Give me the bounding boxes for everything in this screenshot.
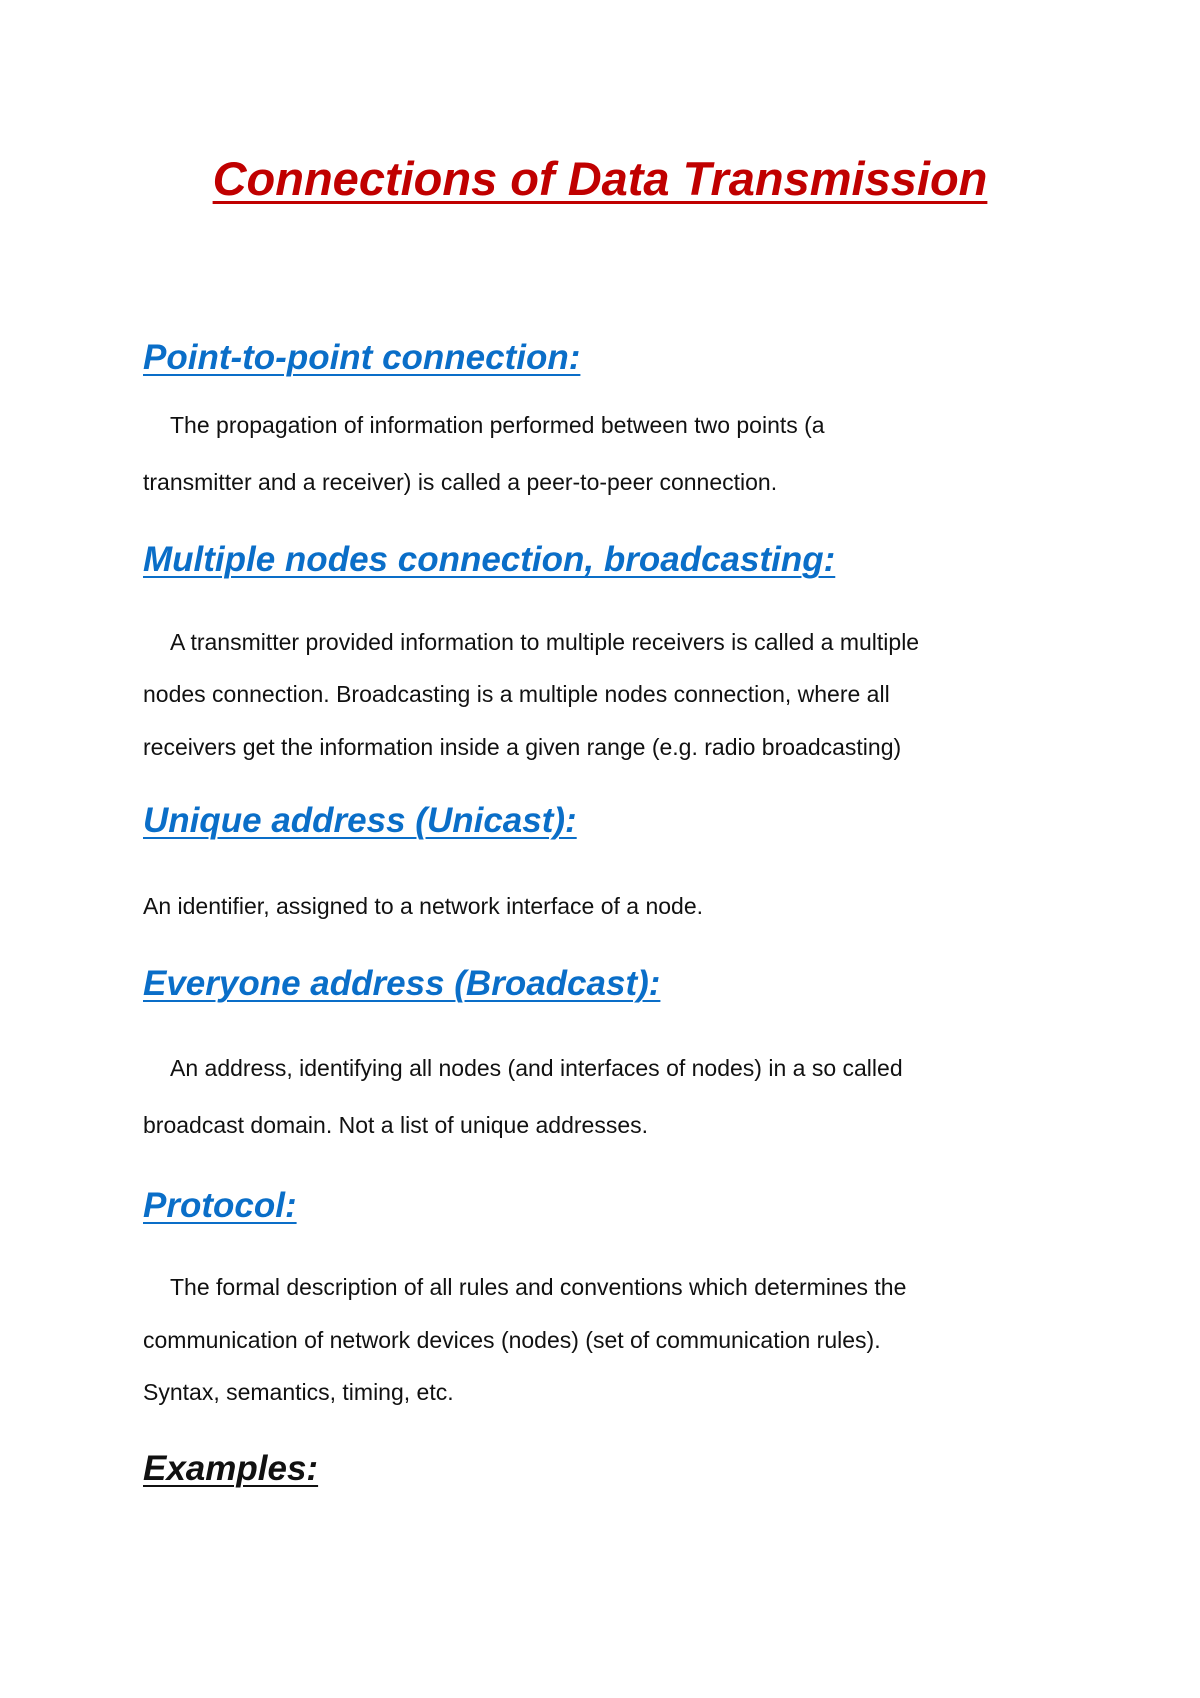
broadcast-line-1: An address, identifying all nodes (and interfaces of nodes) in a so called (170, 1055, 903, 1081)
broadcast-line-2: broadcast domain. Not a list of unique addresses. (143, 1112, 649, 1138)
heading-multiple-nodes: Multiple nodes connection, broadcasting: (143, 540, 836, 579)
heading-unicast: Unique address (Unicast): (143, 801, 577, 840)
heading-broadcast: Everyone address (Broadcast): (143, 964, 661, 1003)
heading-examples: Examples: (143, 1449, 319, 1488)
protocol-line-2: communication of network devices (nodes) (set of communication rules). (143, 1327, 881, 1353)
heading-protocol: Protocol: (143, 1186, 297, 1225)
point-to-point-line-1: The propagation of information performed between two points (a (170, 412, 825, 438)
document-title: Connections of Data Transmission (212, 152, 988, 205)
point-to-point-line-2: transmitter and a receiver) is called a peer-to-peer connection. (143, 469, 778, 495)
multiple-nodes-line-1: A transmitter provided information to multiple receivers is called a multiple (170, 629, 920, 655)
multiple-nodes-line-3: receivers get the information inside a given range (e.g. radio broadcasting) (143, 734, 902, 760)
protocol-line-3: Syntax, semantics, timing, etc. (143, 1379, 454, 1405)
heading-point-to-point: Point-to-point connection: (143, 338, 581, 377)
protocol-line-1: The formal description of all rules and conventions which determines the (170, 1274, 907, 1300)
multiple-nodes-line-2: nodes connection. Broadcasting is a multiple nodes connection, where all (143, 681, 890, 707)
unicast-line-1: An identifier, assigned to a network interface of a node. (143, 893, 704, 919)
